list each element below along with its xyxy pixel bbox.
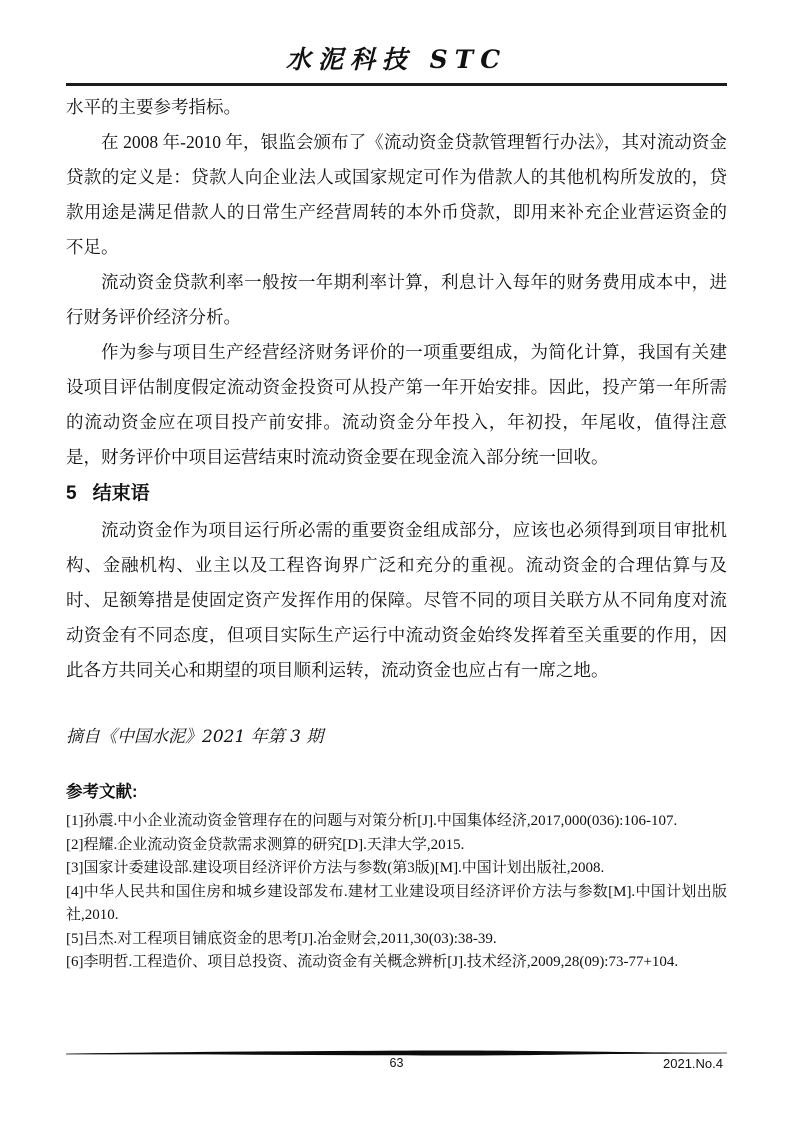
header-rule bbox=[66, 83, 727, 86]
reference-item: [5]吕杰.对工程项目铺底资金的思考[J].冶金财会,2011,30(03):38-39. bbox=[66, 930, 497, 947]
journal-title: 水泥科技 STC bbox=[285, 45, 508, 74]
issue-label: 2021.No.4 bbox=[663, 1056, 723, 1071]
source-note: 摘自《中国水泥》2021 年第 3 期 bbox=[66, 727, 324, 747]
article-body bbox=[66, 90, 727, 688]
references-list bbox=[66, 810, 727, 975]
conclusion-paragraph: 流动资金作为项目运行所必需的重要资金组成部分，应该也必须得到项目审批机构、金融机构、业主以及工程咨询界广泛和充分的重视。流动资金的合理估算与及时、足额筹措是使固定资产发挥作用的保障。尽管不同的项目关联方从不同角度对流动资金有不同态度，但项目实际生产运行中流动资金始终发挥着至关重要的作用，因此各方共同关心和期望的项目顺利运转，流动资金也应占有一席之地。 bbox=[66, 520, 727, 680]
section-number: 5 bbox=[66, 483, 77, 504]
references-title: 参考文献: bbox=[66, 783, 138, 801]
reference-item: [2]程耀.企业流动资金贷款需求测算的研究[D].天津大学,2015. bbox=[66, 836, 465, 853]
reference-item: [4]中华人民共和国住房和城乡建设部发布.建材工业建设项目经济评价方法与参数[M].中国计划出版社,2010. bbox=[66, 883, 727, 923]
reference-item: [6]李明哲.工程造价、项目总投资、流动资金有关概念辨析[J].技术经济,2009,28(09):73-77+104. bbox=[66, 954, 679, 970]
page-content bbox=[66, 0, 727, 975]
reference-item: [1]孙震.中小企业流动资金管理存在的问题与对策分析[J].中国集体经济,2017,000(036):106-107. bbox=[66, 813, 678, 829]
paragraph: 流动资金贷款利率一般按一年期利率计算，利息计入每年的财务费用成本中，进行财务评价经济分析。 bbox=[66, 272, 727, 327]
section-title: 结束语 bbox=[92, 483, 150, 504]
leading-line: 水平的主要参考指标。 bbox=[66, 97, 241, 117]
paragraph: 作为参与项目生产经营经济财务评价的一项重要组成，为简化计算，我国有关建设项目评估制度假定流动资金投资可从投产第一年开始安排。因此，投产第一年所需的流动资金应在项目投产前安排。流动资金分年投入，年初投，年尾收，值得注意是，财务评价中项目运营结束时流动资金要在现金流入部分统一回收。 bbox=[66, 342, 727, 467]
paragraph: 在 2008 年-2010 年，银监会颁布了《流动资金贷款管理暂行办法》，其对流动资金贷款的定义是：贷款人向企业法人或国家规定可作为借款人的其他机构所发放的，贷款用途是满足借款人的日常生产经营周转的本外币贷款，即用来补充企业营运资金的不足。 bbox=[66, 132, 727, 257]
page-number: 63 bbox=[389, 1056, 404, 1070]
section-heading bbox=[66, 475, 727, 513]
reference-item: [3]国家计委建设部.建设项目经济评价方法与参数(第3版)[M].中国计划出版社,2008. bbox=[66, 860, 605, 876]
